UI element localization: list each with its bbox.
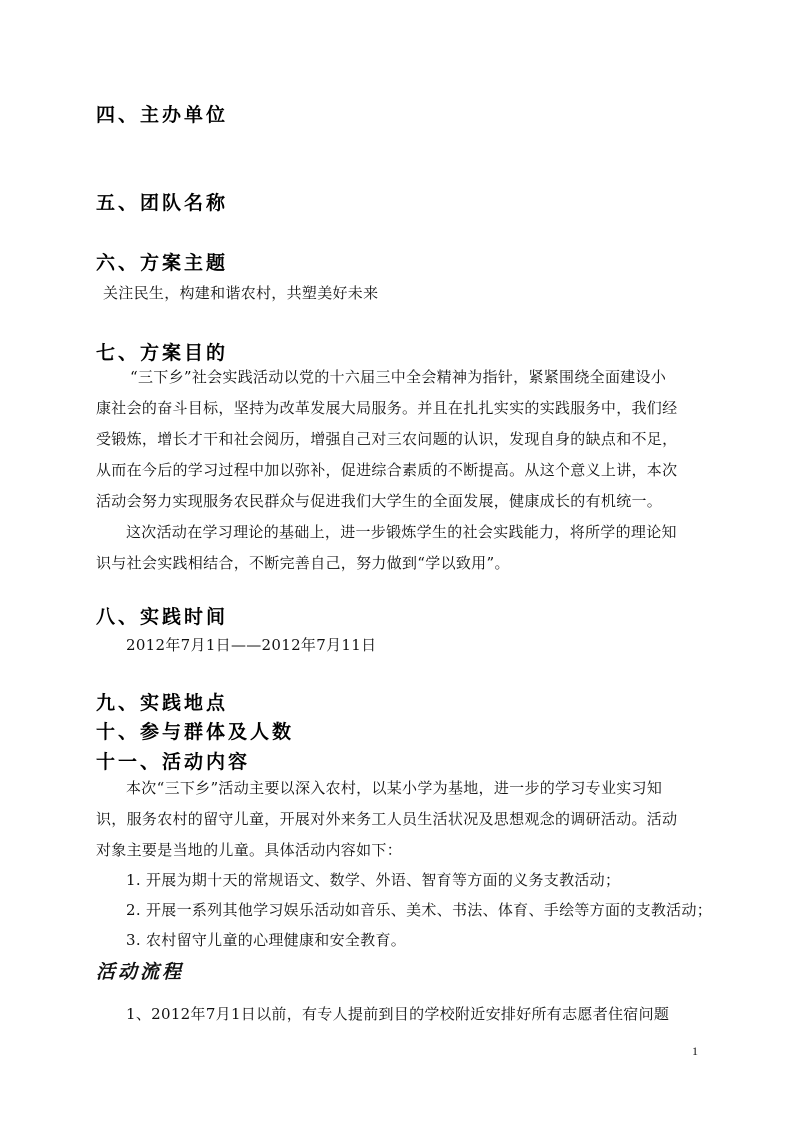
section-heading-10: 十、参与群体及人数 <box>96 721 295 743</box>
page-number: 1 <box>692 1044 698 1058</box>
section-heading-9: 九、实践地点 <box>96 692 229 714</box>
purpose-line: 从而在今后的学习过程中加以弥补，促进综合素质的不断提高。从这个意义上讲，本次 <box>96 461 678 479</box>
theme-text: 关注民生，构建和谐农村，共塑美好未来 <box>103 284 379 302</box>
section-heading-5: 五、团队名称 <box>96 192 229 214</box>
section-heading-6: 六、方案主题 <box>96 252 229 274</box>
content-line: 识，服务农村的留守儿童，开展对外来务工人员生活状况及思想观念的调研活动。活动 <box>96 810 678 828</box>
content-list-item: 3. 农村留守儿童的心理健康和安全教育。 <box>126 931 407 949</box>
purpose-line: 受锻炼，增长才干和社会阅历，增强自己对三农问题的认识，发现自身的缺点和不足， <box>96 430 678 448</box>
section-heading-4: 四、主办单位 <box>96 104 229 126</box>
purpose-line: 活动会努力实现服务农民群众与促进我们大学生的全面发展，健康成长的有机统一。 <box>96 492 663 510</box>
content-line: 对象主要是当地的儿童。具体活动内容如下： <box>96 841 403 859</box>
content-list-item: 2. 开展一系列其他学习娱乐活动如音乐、美术、书法、体育、手绘等方面的支教活动； <box>126 901 713 919</box>
purpose-line: 识与社会实践相结合，不断完善自己，努力做到“学以致用”。 <box>96 554 510 572</box>
purpose-line: 康社会的奋斗目标，坚持为改革发展大局服务。并且在扎扎实实的实践服务中，我们经 <box>96 399 678 417</box>
section-heading-7: 七、方案目的 <box>96 342 229 364</box>
flow-line: 1、2012年7月1日以前，有专人提前到目的学校附近安排好所有志愿者住宿问题 <box>126 1005 670 1023</box>
time-text: 2012年7月1日——2012年7月11日 <box>126 636 377 654</box>
section-heading-8: 八、实践时间 <box>96 606 229 628</box>
flow-heading: 活动流程 <box>96 961 185 983</box>
content-line: 本次“三下乡”活动主要以深入农村，以某小学为基地，进一步的学习专业实习知 <box>126 779 663 797</box>
purpose-line: “三下乡”社会实践活动以党的十六届三中全会精神为指针，紧紧围绕全面建设小 <box>130 368 667 386</box>
content-list-item: 1. 开展为期十天的常规语文、数学、外语、智育等方面的义务支教活动； <box>126 871 621 889</box>
section-heading-11: 十一、活动内容 <box>96 751 251 773</box>
purpose-line: 这次活动在学习理论的基础上，进一步锻炼学生的社会实践能力，将所学的理论知 <box>126 523 677 541</box>
